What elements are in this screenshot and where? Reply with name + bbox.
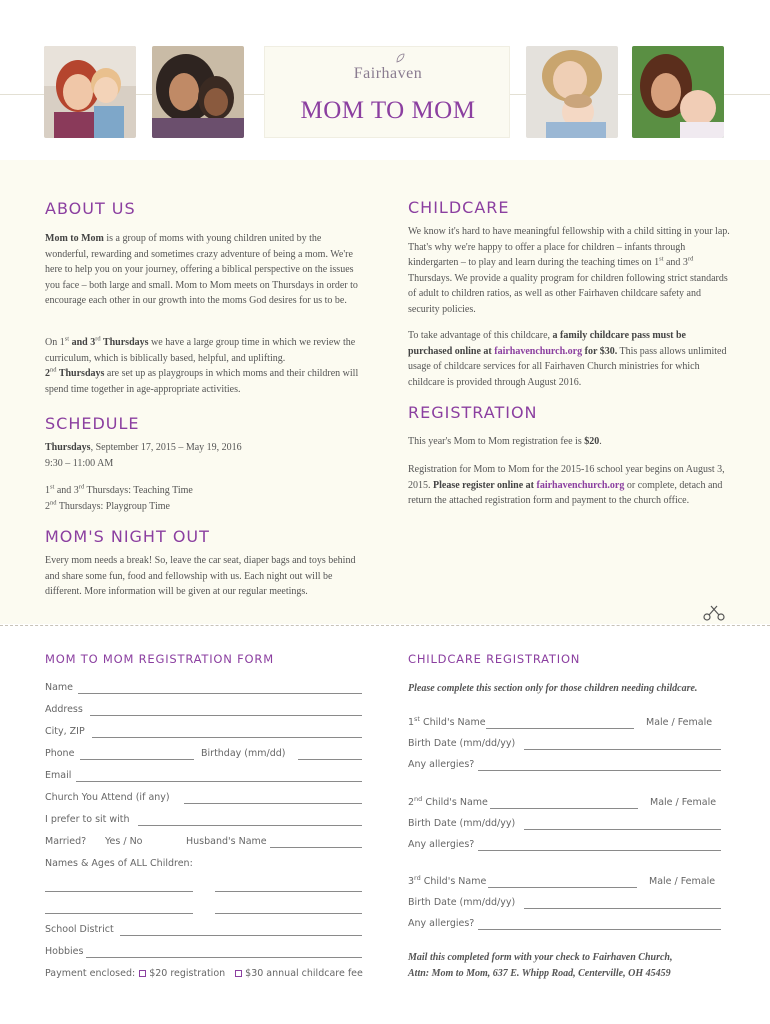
birthday-field[interactable] <box>298 759 362 760</box>
child-2-birth-label: Birth Date (mm/dd/yy) <box>408 818 516 829</box>
registration-fee: This year's Mom to Mom registration fee is $20. <box>408 436 602 447</box>
child-3-name-field[interactable] <box>488 887 637 888</box>
about-paragraph-2: On 1st and 3rd Thursdays we have a large group time in which we review the curriculum, which is biblically based, helpful, and uplifting. 2nd Thursdays are set up as playgroups in which moms and their children will spend time together in age-appropriate activities. <box>45 335 359 395</box>
mail-instructions-line-2: Attn: Mom to Mom, 637 E. Whipp Road, Centerville, OH 45459 <box>408 968 671 979</box>
childcare-heading: CHILDCARE <box>408 198 510 217</box>
sit-with-field[interactable] <box>138 825 362 826</box>
child-1-name-label: 1st Child's Name <box>408 714 486 728</box>
about-paragraph-1: Mom to Mom is a group of moms with young children united by the wonderful, rewarding and sometimes crazy adventure of being a mom. We're here to help you on your journey, offering a biblical perspective on the issues you face – both large and small. Mom to Mom meets on Thursdays in order to encourage each other in our growth into the moms God desires for us to be. <box>45 233 358 306</box>
email-label: Email <box>45 770 72 781</box>
child-2-name-label: 2nd Child's Name <box>408 794 488 808</box>
sit-with-label: I prefer to sit with <box>45 814 130 825</box>
registration-form-title: MOM TO MOM REGISTRATION FORM <box>45 652 274 666</box>
child-name-field-2[interactable] <box>215 891 362 892</box>
night-out-heading: MOM'S NIGHT OUT <box>45 527 210 546</box>
photo-mom-and-child-3 <box>526 46 618 138</box>
photo-mom-and-child-4 <box>632 46 724 138</box>
child-3-birth-label: Birth Date (mm/dd/yy) <box>408 897 516 908</box>
city-zip-field[interactable] <box>92 737 362 738</box>
child-2-allergies-label: Any allergies? <box>408 839 475 850</box>
childcare-paragraph-1: We know it's hard to have meaningful fellowship with a child sitting in your lap. That's why we're happy to offer a place for children – infants through kindergarten – to play and learn during the teaching times on 1st and 3rd Thursdays. We provide a quality program for children following strict standards of adult to children ratios, as well as other Fairhaven childcare safety and security policies. <box>408 226 730 315</box>
child-2-gender[interactable]: Male / Female <box>650 797 717 808</box>
child-3-name-label: 3rd Child's Name <box>408 873 487 887</box>
child-3-allergies-label: Any allergies? <box>408 918 475 929</box>
header <box>0 0 770 160</box>
schedule-dates: Thursdays, September 17, 2015 – May 19, 2016 9:30 – 11:00 AM <box>45 442 242 469</box>
page-title: MOM TO MOM <box>300 97 476 124</box>
leaf-icon <box>395 53 405 63</box>
fairhaven-logo: Fairhaven <box>353 65 423 82</box>
child-name-field-1[interactable] <box>45 891 193 892</box>
school-district-label: School District <box>45 924 114 935</box>
child-1-birth-field[interactable] <box>524 749 721 750</box>
registration-heading: REGISTRATION <box>408 403 538 422</box>
child-1-allergies-label: Any allergies? <box>408 759 475 770</box>
child-2-allergies-field[interactable] <box>478 850 721 851</box>
email-field[interactable] <box>76 781 362 782</box>
hobbies-field[interactable] <box>86 957 362 958</box>
registration-details: Registration for Mom to Mom for the 2015-16 school year begins on August 3, 2015. Please register online at fairhavenchurch.org or complete, detach and return the attached registration form and payment to the church office. <box>408 464 725 506</box>
cut-line <box>0 625 770 626</box>
about-heading: ABOUT US <box>45 199 136 218</box>
child-name-field-3[interactable] <box>45 913 193 914</box>
address-field[interactable] <box>90 715 362 716</box>
photo-mom-and-child-1 <box>44 46 136 138</box>
church-field[interactable] <box>184 803 362 804</box>
registration-fee-checkbox[interactable] <box>139 970 146 977</box>
schedule-heading: SCHEDULE <box>45 414 140 433</box>
married-yes-no[interactable]: Yes / No <box>105 836 143 847</box>
child-1-birth-label: Birth Date (mm/dd/yy) <box>408 738 516 749</box>
children-label: Names & Ages of ALL Children: <box>45 858 193 869</box>
child-1-name-field[interactable] <box>486 728 634 729</box>
child-name-field-4[interactable] <box>215 913 362 914</box>
scissors-icon <box>702 604 726 624</box>
city-zip-label: City, ZIP <box>45 726 85 737</box>
child-3-birth-field[interactable] <box>524 908 721 909</box>
husband-name-field[interactable] <box>270 847 362 848</box>
childcare-fee-checkbox[interactable] <box>235 970 242 977</box>
hobbies-label: Hobbies <box>45 946 84 957</box>
school-district-field[interactable] <box>120 935 362 936</box>
phone-field[interactable] <box>80 759 194 760</box>
childcare-paragraph-2: To take advantage of this childcare, a family childcare pass must be purchased online at fairhavenchurch.org for $30. This pass allows unlimited usage of childcare services for all Fairhaven Church ministries for which childcare is provided through August 2016. <box>408 330 727 388</box>
husband-name-label: Husband's Name <box>186 836 267 847</box>
address-label: Address <box>45 704 83 715</box>
birthday-label: Birthday (mm/dd) <box>201 748 286 759</box>
photo-mom-and-child-2 <box>152 46 244 138</box>
child-1-allergies-field[interactable] <box>478 770 721 771</box>
name-label: Name <box>45 682 74 693</box>
child-1-gender[interactable]: Male / Female <box>646 717 713 728</box>
phone-label: Phone <box>45 748 75 759</box>
childcare-note: Please complete this section only for those children needing childcare. <box>408 683 698 694</box>
name-field[interactable] <box>78 693 362 694</box>
child-3-gender[interactable]: Male / Female <box>649 876 716 887</box>
childcare-registration-title: CHILDCARE REGISTRATION <box>408 652 581 666</box>
child-3-allergies-field[interactable] <box>478 929 721 930</box>
brand-box <box>264 46 510 138</box>
childcare-website-link[interactable]: fairhavenchurch.org <box>494 345 583 357</box>
child-2-name-field[interactable] <box>490 808 638 809</box>
registration-website-link[interactable]: fairhavenchurch.org <box>536 479 625 491</box>
schedule-thursdays: 1st and 3rd Thursdays: Teaching Time 2nd Thursdays: Playgroup Time <box>45 483 193 512</box>
married-label: Married? <box>45 836 87 847</box>
mail-instructions-line-1: Mail this completed form with your check to Fairhaven Church, <box>408 952 673 963</box>
church-label: Church You Attend (if any) <box>45 792 170 803</box>
payment-row: Payment enclosed: $20 registration $30 annual childcare fee <box>45 968 363 979</box>
night-out-text: Every mom needs a break! So, leave the car seat, diaper bags and toys behind and share some fun, food and fellowship with us. Each night out will be different. More information will be given at our regular meetings. <box>45 555 356 597</box>
child-2-birth-field[interactable] <box>524 829 721 830</box>
